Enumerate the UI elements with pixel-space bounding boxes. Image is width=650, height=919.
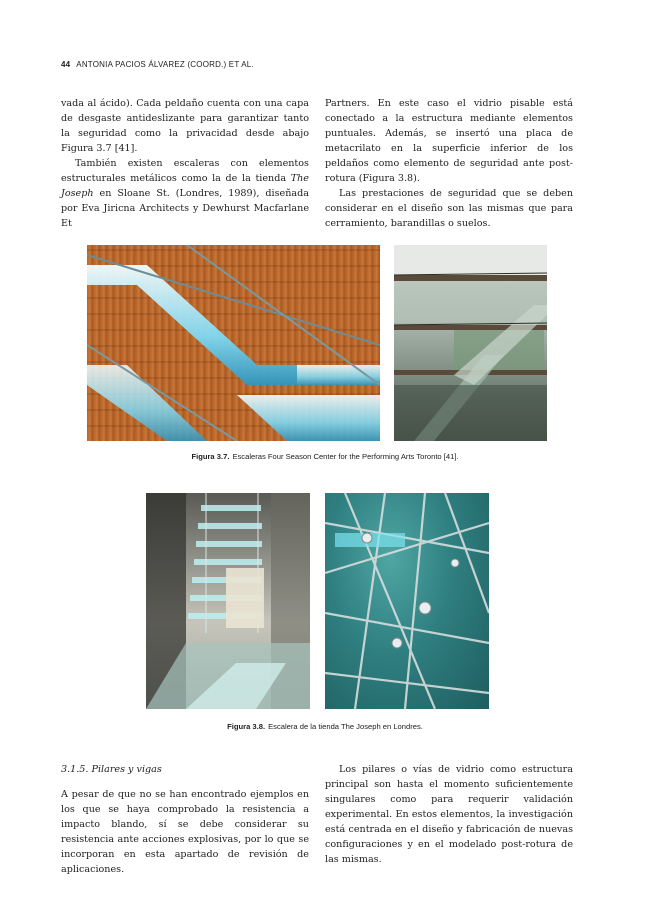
section-heading: 3.1.5. Pilares y vigas <box>61 764 162 775</box>
caption-text: Escalera de la tienda The Joseph en Londres. <box>268 722 423 731</box>
paragraph: Los pilares o vías de vidrio como estructura principal son hasta el momento suficientemente singulares como para requerir validación experimental. En estos elementos, la investigación está centrada en el diseño y fabricación de nuevas configuraciones y en el modelado post-rotura de las mismas. <box>325 764 573 865</box>
caption-text: Escaleras Four Season Center for the Performing Arts Toronto [41]. <box>232 452 459 461</box>
figure-3-8-caption <box>0 722 650 731</box>
text-column-1 <box>61 96 309 231</box>
running-title: ANTONIA PACIOS ÁLVAREZ (COORD.) ET AL. <box>76 60 254 69</box>
figure-label: Figura 3.8. <box>227 722 266 731</box>
rod-connections-illustration <box>325 493 489 709</box>
text-column-3 <box>61 762 309 877</box>
atrium-illustration <box>394 245 547 441</box>
text-span: También existen escaleras con elementos estructurales metálicos como la de la tienda <box>61 158 309 184</box>
figure-3-7-photo-glass-atrium <box>394 245 547 441</box>
paragraph: Partners. En este caso el vidrio pisable está conectado a la estructura mediante elementos puntuales. Además, se insertó una placa de metacrilato en la superficie inferior de los peldaños como elemento de seguridad ante post-rotura (Figura 3.8). <box>325 98 573 184</box>
paragraph: Las prestaciones de seguridad que se deben considerar en el diseño son las mismas que para cerramiento, barandillas o suelos. <box>325 188 573 229</box>
glowing-stair-flights <box>87 245 380 441</box>
page-number: 44 <box>61 60 71 69</box>
text-column-4 <box>325 762 573 867</box>
text-span: en Sloane St. (Londres, 1989), diseñada por Eva Jiricna Architects y Dewhurst Macfarlane Et <box>61 188 309 229</box>
italic-title: The Joseph <box>61 173 309 199</box>
figure-label: Figura 3.7. <box>191 452 230 461</box>
figure-3-7-photo-wood-staircase <box>87 245 380 441</box>
paragraph <box>61 156 309 231</box>
staircase-illustration <box>146 493 310 709</box>
running-header <box>61 60 254 69</box>
figure-3-8-photo-glass-connections <box>325 493 489 709</box>
figure-3-7-caption <box>0 452 650 461</box>
paragraph: vada al ácido). Cada peldaño cuenta con una capa de desgaste antideslizante para garantizar tanto la seguridad como la privacidad desde abajo Figura 3.7 [41]. <box>61 98 309 154</box>
figure-3-8-photo-glass-staircase <box>146 493 310 709</box>
text-column-2 <box>325 96 573 231</box>
paragraph: A pesar de que no se han encontrado ejemplos en los que se haya comprobado la resistencia a impacto blando, sí se debe considerar su resistencia ante acciones explosivas, por lo que se incorporan en esta apartado de revisión de aplicaciones. <box>61 789 309 875</box>
